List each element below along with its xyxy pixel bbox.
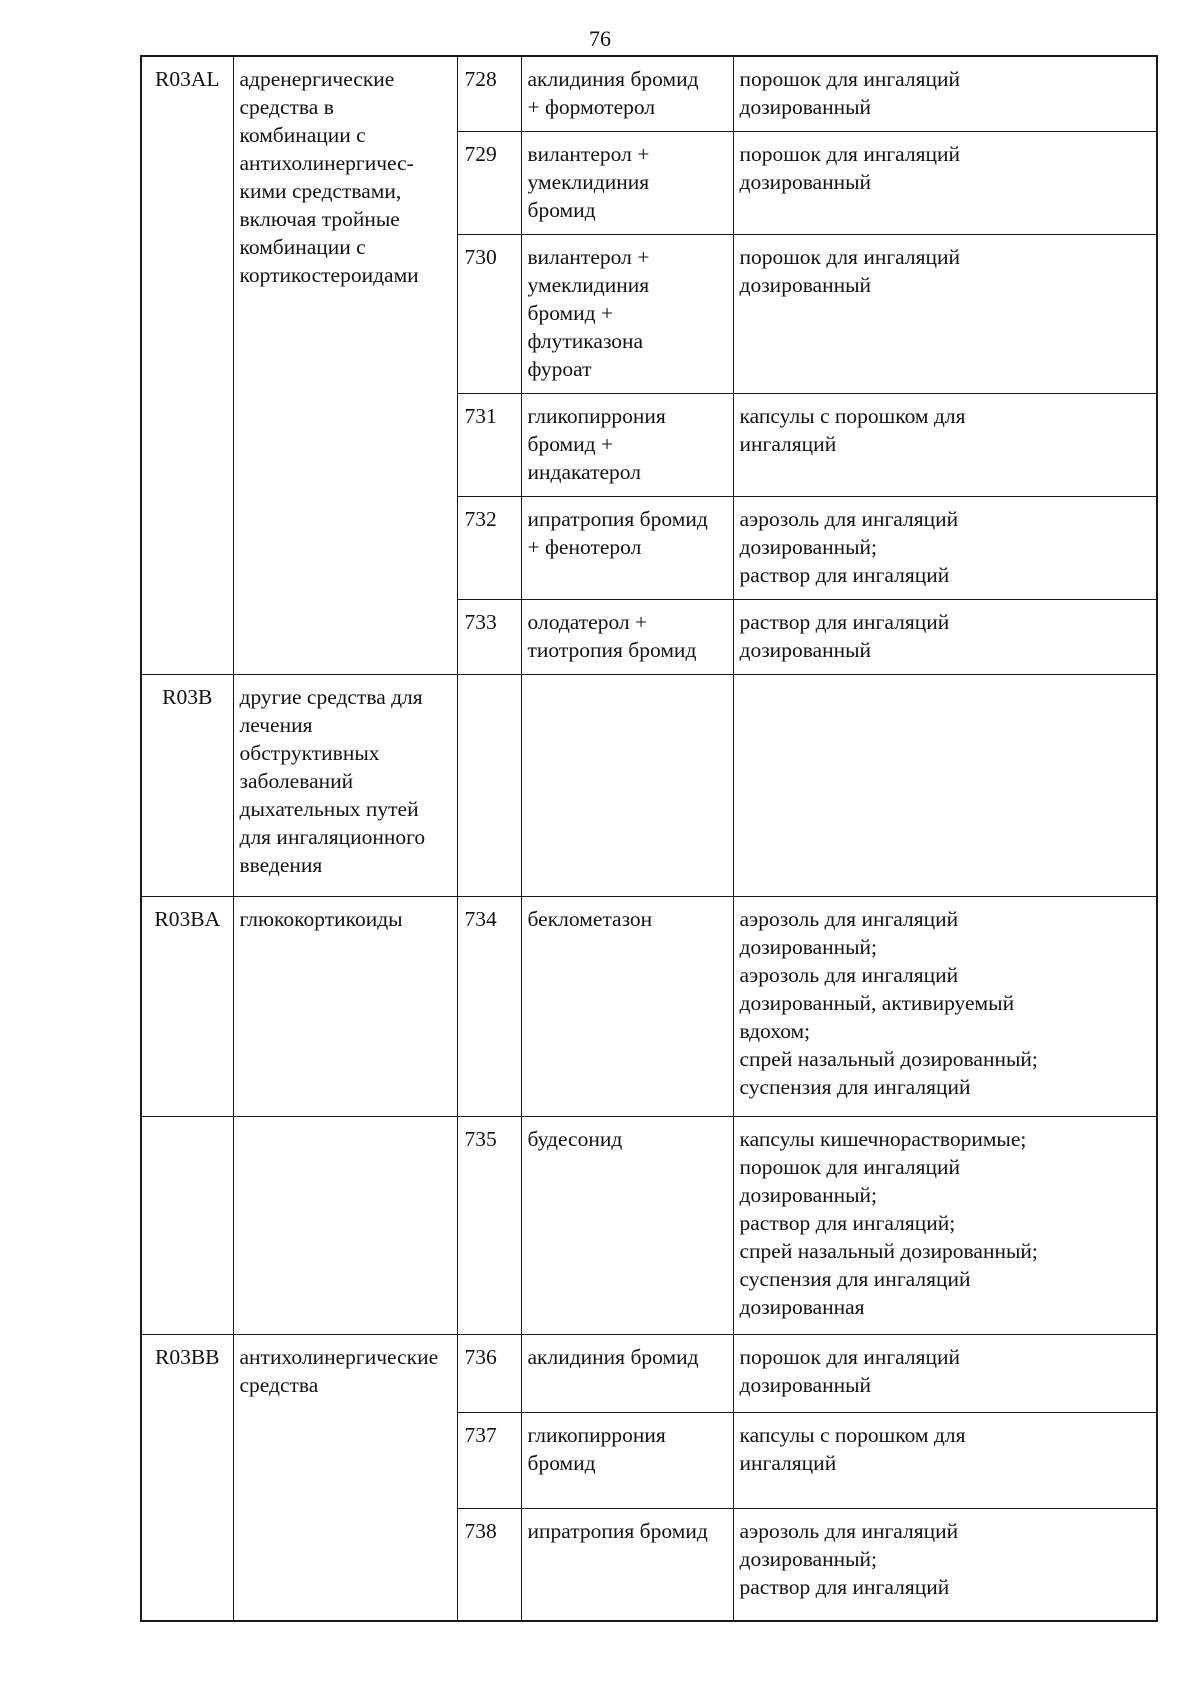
dosage-form-cell xyxy=(733,675,1157,897)
drug-name-cell: беклометазон xyxy=(521,897,733,1117)
item-number-cell xyxy=(457,675,521,897)
atc-group-cell: антихолинергические средства xyxy=(233,1335,457,1621)
table-row xyxy=(141,56,1157,132)
atc-group-cell: глюкокортикоиды xyxy=(233,897,457,1117)
dosage-form-cell: капсулы с порошком для ингаляций xyxy=(733,394,1157,497)
table-row xyxy=(141,675,1157,897)
drug-name-cell: ипратропия бромид xyxy=(521,1509,733,1621)
dosage-form-cell: раствор для ингаляций дозированный xyxy=(733,600,1157,675)
atc-code-cell xyxy=(141,1117,233,1335)
page-number: 76 xyxy=(589,26,611,51)
dosage-form-cell: порошок для ингаляций дозированный xyxy=(733,1335,1157,1413)
item-number-cell: 736 xyxy=(457,1335,521,1413)
atc-code-cell: R03BB xyxy=(141,1335,233,1621)
dosage-form-cell: аэрозоль для ингаляций дозированный; раствор для ингаляций xyxy=(733,1509,1157,1621)
drug-name-cell: ипратропия бромид + фенотерол xyxy=(521,497,733,600)
drug-name-cell: вилантерол + умеклидиния бромид xyxy=(521,132,733,235)
drug-name-cell: аклидиния бромид xyxy=(521,1335,733,1413)
dosage-form-cell: аэрозоль для ингаляций дозированный; аэрозоль для ингаляций дозированный, активируемый вдохом; спрей назальный дозированный; суспензия для ингаляций xyxy=(733,897,1157,1117)
drug-name-cell: будесонид xyxy=(521,1117,733,1335)
item-number-cell: 732 xyxy=(457,497,521,600)
dosage-form-cell: порошок для ингаляций дозированный xyxy=(733,132,1157,235)
atc-group-cell: адренергические средства в комбинации с антихолинергичес- кими средствами, включая тройные комбинации с кортикостероидами xyxy=(233,56,457,675)
item-number-cell: 735 xyxy=(457,1117,521,1335)
item-number-cell: 734 xyxy=(457,897,521,1117)
item-number-cell: 733 xyxy=(457,600,521,675)
table-row xyxy=(141,897,1157,1117)
item-number-cell: 730 xyxy=(457,235,521,394)
drug-name-cell xyxy=(521,675,733,897)
dosage-form-cell: порошок для ингаляций дозированный xyxy=(733,56,1157,132)
drug-table-container xyxy=(140,55,1156,1622)
item-number-cell: 729 xyxy=(457,132,521,235)
atc-code-cell: R03BA xyxy=(141,897,233,1117)
dosage-form-cell: порошок для ингаляций дозированный xyxy=(733,235,1157,394)
drug-name-cell: гликопиррония бромид xyxy=(521,1413,733,1509)
drug-name-cell: гликопиррония бромид + индакатерол xyxy=(521,394,733,497)
dosage-form-cell: капсулы кишечнорастворимые; порошок для ингаляций дозированный; раствор для ингаляций; спрей назальный дозированный; суспензия для ингаляций дозированная xyxy=(733,1117,1157,1335)
atc-group-cell: другие средства для лечения обструктивных заболеваний дыхательных путей для ингаляционного введения xyxy=(233,675,457,897)
drug-name-cell: олодатерол + тиотропия бромид xyxy=(521,600,733,675)
atc-code-cell: R03AL xyxy=(141,56,233,675)
table-row xyxy=(141,1117,1157,1335)
item-number-cell: 738 xyxy=(457,1509,521,1621)
item-number-cell: 728 xyxy=(457,56,521,132)
atc-code-cell: R03B xyxy=(141,675,233,897)
item-number-cell: 731 xyxy=(457,394,521,497)
drug-name-cell: аклидиния бромид + формотерол xyxy=(521,56,733,132)
item-number-cell: 737 xyxy=(457,1413,521,1509)
drug-name-cell: вилантерол + умеклидиния бромид + флутиказона фуроат xyxy=(521,235,733,394)
dosage-form-cell: аэрозоль для ингаляций дозированный; раствор для ингаляций xyxy=(733,497,1157,600)
atc-group-cell xyxy=(233,1117,457,1335)
dosage-form-cell: капсулы с порошком для ингаляций xyxy=(733,1413,1157,1509)
table-row xyxy=(141,1335,1157,1413)
drug-table xyxy=(140,55,1158,1622)
